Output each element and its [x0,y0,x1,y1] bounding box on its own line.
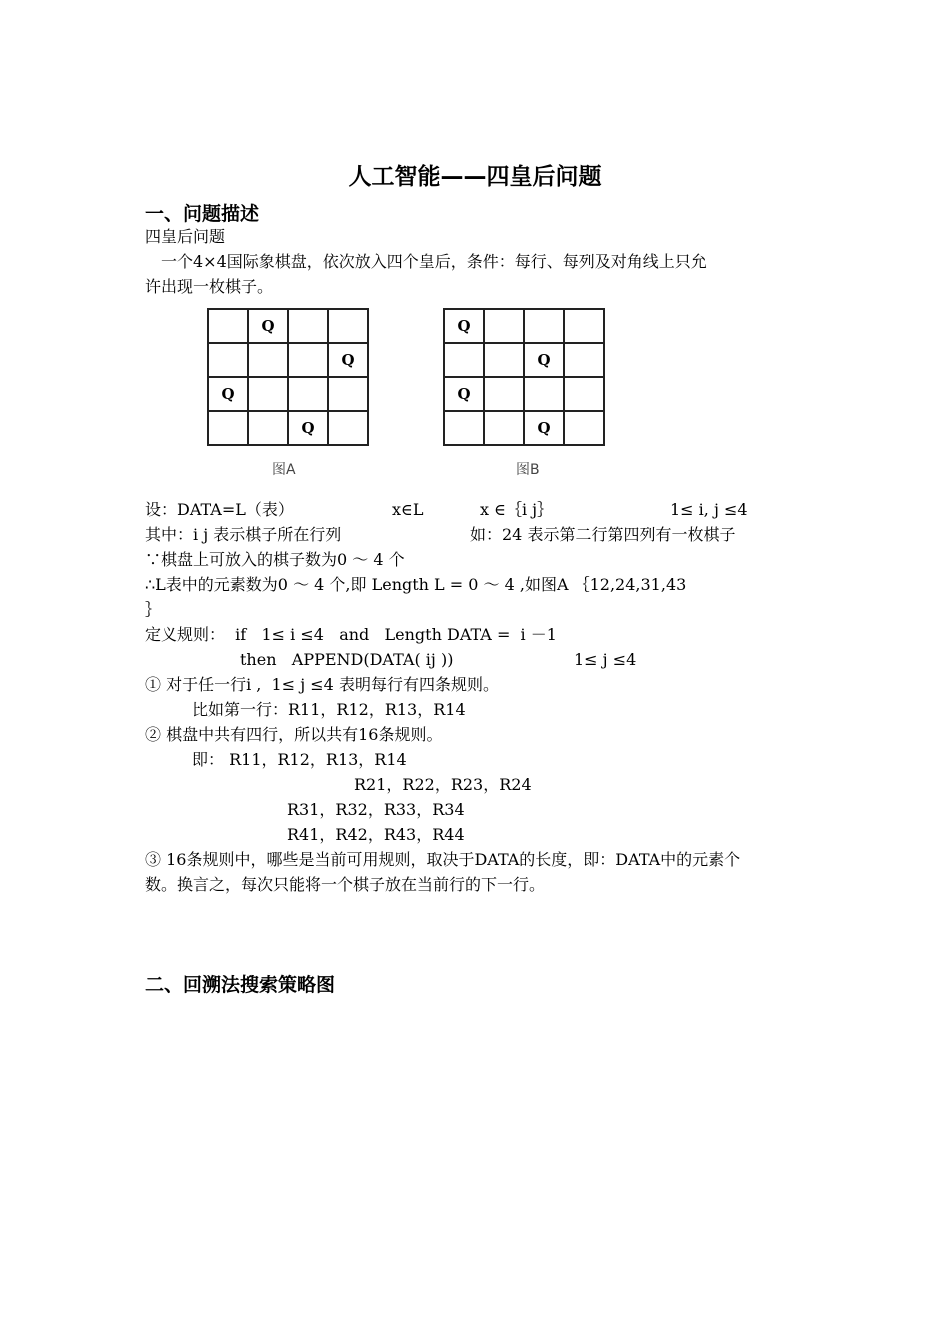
queen-piece: Q [444,377,484,411]
point-3-cont: 数。换言之，每次只能将一个棋子放在当前行的下一行。 [145,875,546,894]
board-cell [484,411,524,445]
board-cell [484,309,524,343]
board-row [208,377,368,411]
board-cell [328,309,368,343]
queen-piece: Q [444,309,484,343]
board-cell [444,411,484,445]
queen-piece: Q [524,411,564,445]
board-row [208,343,368,377]
board-cell [248,343,288,377]
board-cell [248,377,288,411]
rules-row-4: R41，R42，R43，R44 [287,825,465,844]
board-cell [444,343,484,377]
board-cell [564,309,604,343]
point-1: ① 对于任一行i , 1≤ j ≤4 表明每行有四条规则。 [145,675,499,694]
section-heading-problem: 一、问题描述 [145,203,260,225]
point-3: ③ 16条规则中，哪些是当前可用规则，取决于DATA的长度，即：DATA中的元素个 [145,850,741,869]
queen-piece: Q [248,309,288,343]
rules-row-2: R21，R22，R23，R24 [354,775,532,794]
chessboard-a [207,308,369,446]
board-cell [328,377,368,411]
board-cell [288,309,328,343]
def-x-in-l: x∈L [392,500,424,519]
board-row [444,377,604,411]
board-cell [524,377,564,411]
board-cell [524,309,564,343]
queen-piece: Q [328,343,368,377]
section-heading-backtracking: 二、回溯法搜索策略图 [145,974,336,996]
queen-piece: Q [288,411,328,445]
subtitle: 四皇后问题 [145,227,226,246]
rule-definition: 定义规则： if 1≤ i ≤4 and Length DATA = i －1 [145,625,557,644]
board-cell [484,343,524,377]
rule-then: then APPEND(DATA( ij )) [240,650,454,669]
def-ij: 其中：i j 表示棋子所在行列 [145,525,342,544]
def-range: 1≤ i, j ≤4 [670,500,748,519]
def-x-set: x ∈｛i j｝ [480,500,554,519]
rules-row-3: R31，R32，R33，R34 [287,800,465,819]
queen-piece: Q [208,377,248,411]
chessboard-b [443,308,605,446]
rules-row-1: 即： R11，R12，R13，R14 [192,750,407,769]
board-cell [208,411,248,445]
board-row [444,343,604,377]
def-data: 设：DATA=L（表） [145,500,294,519]
intro-line-1: 一个4×4国际象棋盘，依次放入四个皇后，条件：每行、每列及对角线上只允 [145,252,707,271]
board-row [208,411,368,445]
board-cell [208,309,248,343]
board-cell [564,343,604,377]
point-1-example: 比如第一行：R11，R12，R13，R14 [192,700,466,719]
board-cell [564,411,604,445]
caption-b: 图B [516,462,540,478]
because-line: ∵棋盘上可放入的棋子数为0 ～ 4 个 [145,550,405,569]
board-cell [328,411,368,445]
page-title: 人工智能——四皇后问题 [348,164,602,190]
therefore-line: ∴L表中的元素数为0 ～ 4 个,即 Length L = 0 ～ 4 ,如图A ｛12,24,31,43 [145,575,687,594]
therefore-line-cont: ｝ [145,600,162,619]
intro-line-2: 许出现一枚棋子。 [145,277,274,296]
board-row [444,411,604,445]
board-cell [484,377,524,411]
board-cell [208,343,248,377]
board-cell [288,377,328,411]
board-cell [564,377,604,411]
board-cell [288,343,328,377]
caption-a: 图A [272,462,296,478]
queen-piece: Q [524,343,564,377]
point-2: ② 棋盘中共有四行，所以共有16条规则。 [145,725,443,744]
board-row [208,309,368,343]
rule-then-range: 1≤ j ≤4 [574,650,637,669]
board-cell [248,411,288,445]
def-example: 如：24 表示第二行第四列有一枚棋子 [470,525,736,544]
board-row [444,309,604,343]
